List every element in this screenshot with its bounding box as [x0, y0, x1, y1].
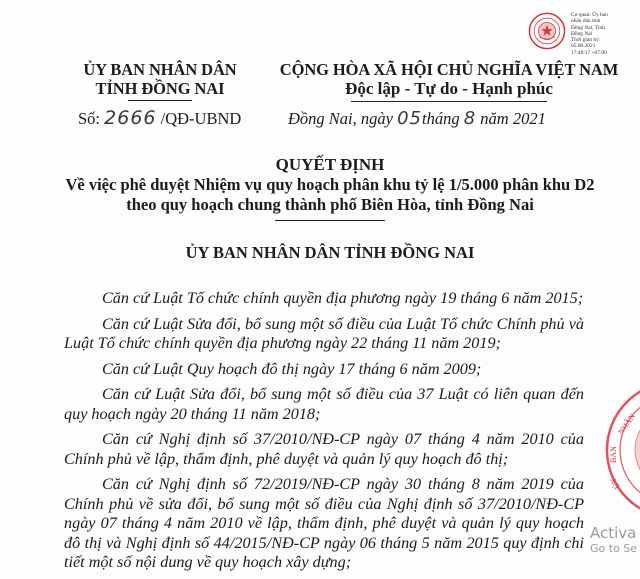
issuing-agency-header [60, 60, 260, 101]
date-month-label: tháng [422, 109, 460, 128]
document-number [78, 107, 241, 129]
handwritten-number: 2666 [104, 107, 157, 129]
legal-basis-paragraph: Căn cứ Luật Quy hoạch đô thị ngày 17 tháng 6 năm 2009; [102, 359, 482, 378]
os-activation-watermark [590, 524, 637, 556]
watermark-line-2[interactable]: Go to Se [590, 542, 638, 555]
signature-line: Thời gian ký: [571, 37, 601, 44]
number-suffix: /QĐ-UBND [160, 109, 242, 128]
signature-line: Cơ quan: Ủy ban [571, 12, 608, 18]
decision-heading: QUYẾT ĐỊNH [275, 155, 385, 174]
signature-line: Đồng Nai, Tỉnh [571, 24, 605, 31]
svg-text:ỦY: ỦY [608, 475, 622, 491]
signature-line: 17:48:17 +07:00 [571, 49, 607, 56]
legal-basis-paragraph: Căn cứ Nghị định số 37/2010/NĐ-CP ngày 07 tháng 4 năm 2010 của Chính phủ về lập, thẩm định, phê duyệt và quản lý quy hoạch đô thị; [64, 430, 584, 468]
national-title: CỘNG HÒA XÃ HỘI CHỦ NGHĨA VIỆT NAM [279, 60, 619, 79]
agency-line-2: TỈNH ĐỒNG NAI [95, 79, 225, 98]
signature-line: Đồng Nai [571, 30, 593, 37]
national-motto: Độc lập - Tự do - Hạnh phúc [345, 79, 553, 98]
svg-text:BAN: BAN [609, 446, 618, 463]
digital-signature-block [528, 8, 640, 58]
signature-details [571, 12, 640, 56]
decision-title-block [40, 155, 620, 221]
legal-basis-paragraph: Căn cứ Luật Tổ chức chính quyền địa phương ngày 19 tháng 6 năm 2015; [102, 289, 584, 307]
authority-heading: ỦY BAN NHÂN DÂN TỈNH ĐỒNG NAI [185, 243, 475, 262]
date-year: năm 2021 [480, 109, 546, 128]
decision-subject-line-1: Về việc phê duyệt Nhiệm vụ quy hoạch phân khu tỷ lệ 1/5.000 phân khu D2 [65, 175, 595, 194]
handwritten-month: 8 [463, 108, 477, 129]
national-header [268, 60, 630, 102]
number-prefix: Số: [78, 109, 101, 128]
agency-underline [128, 100, 192, 101]
motto-underline [351, 101, 547, 102]
legal-basis-section [64, 289, 584, 579]
legal-basis-paragraph: Căn cứ Nghị định số 72/2019/NĐ-CP ngày 30 tháng 8 năm 2019 của Chính phủ về sửa đổi, bổ sung một số điều của Nghị định số 37/2010/NĐ-CP ngày 07 tháng 4 năm 2010 về lập, thẩm định, phê duyệt và quản lý quy hoạch đô thị và Nghị định số 44/2015/NĐ-CP ngày 06 tháng 5 năm 2015 quy định chi tiết một số nội dung về quy hoạch xây dựng; [64, 475, 584, 571]
date-place: Đồng Nai, ngày [288, 109, 393, 128]
signature-line: nhân dân tỉnh [571, 18, 601, 25]
decision-subject-line-2: theo quy hoạch chung thành phố Biên Hòa, tỉnh Đồng Nai [126, 194, 534, 214]
watermark-line-1: Activa [590, 524, 637, 542]
signature-line: 05.08.2021 [571, 43, 596, 50]
official-red-seal-icon [600, 375, 640, 525]
svg-text:NHÂN: NHÂN [616, 412, 637, 437]
handwritten-day: 05 [397, 108, 422, 129]
legal-basis-paragraph: Căn cứ Luật Sửa đổi, bổ sung một số điều của 37 Luật có liên quan đến quy hoạch ngày 20 tháng 11 năm 2018; [64, 385, 584, 423]
title-underline [275, 220, 385, 221]
agency-line-1: ỦY BAN NHÂN DÂN [83, 60, 237, 79]
legal-basis-paragraph: Căn cứ Luật Sửa đổi, bổ sung một số điều của Luật Tổ chức Chính phủ và Luật Tổ chức chính quyền địa phương ngày 22 tháng 11 năm 2019; [64, 314, 584, 352]
national-emblem-seal-icon [528, 12, 566, 50]
document-date [288, 108, 546, 129]
